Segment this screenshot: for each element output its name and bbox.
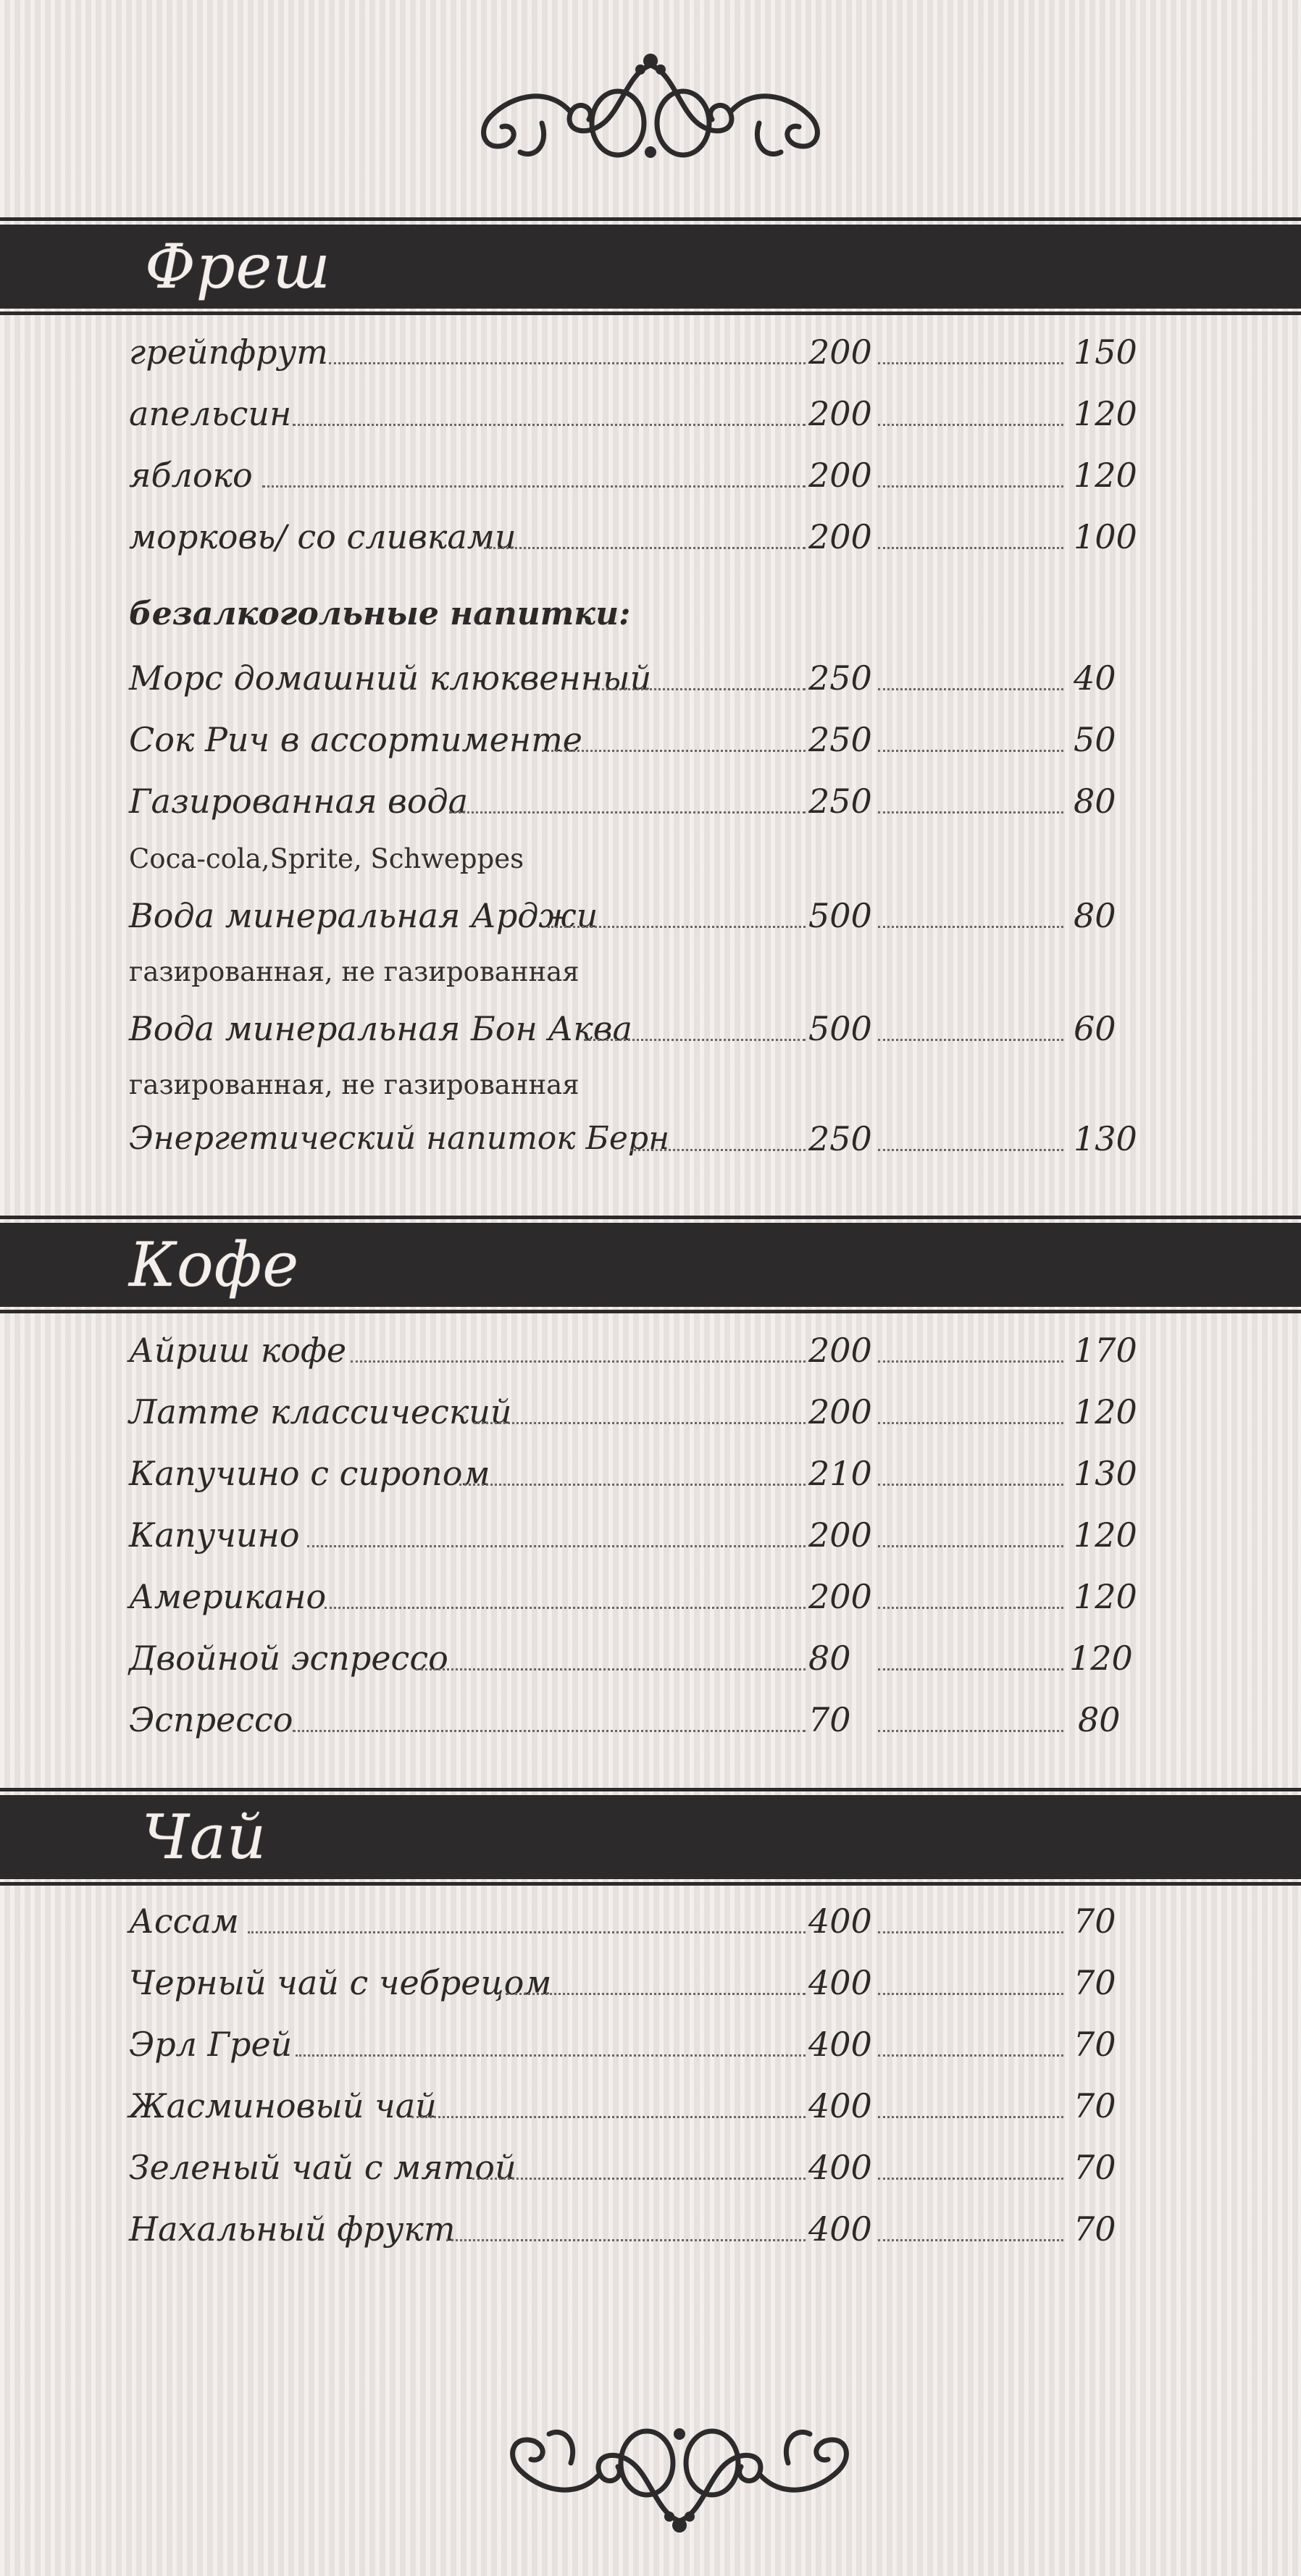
item-volume: 200 <box>808 1331 872 1370</box>
item-volume: 200 <box>808 456 872 495</box>
leader-dots <box>878 1607 1063 1609</box>
item-price: 70 <box>1074 1963 1116 2002</box>
leader-dots <box>878 750 1063 752</box>
item-name: Газированная вода <box>129 782 469 821</box>
menu-item <box>129 1110 1143 1168</box>
band-bottom-rule <box>0 311 1301 315</box>
menu-item <box>129 2138 1143 2196</box>
item-volume: 400 <box>808 2025 872 2064</box>
leader-dots <box>584 1039 806 1041</box>
leader-dots <box>878 547 1063 549</box>
leader-dots <box>329 362 806 364</box>
menu-item <box>129 2015 1143 2073</box>
leader-dots <box>878 1360 1063 1363</box>
item-name: Зеленый чай с мятой <box>129 2148 516 2187</box>
item-price: 50 <box>1074 720 1116 759</box>
leader-dots <box>449 811 806 814</box>
menu-item <box>129 711 1143 769</box>
item-volume: 210 <box>808 1454 872 1493</box>
item-price: 120 <box>1069 1639 1133 1678</box>
item-volume: 400 <box>808 2148 872 2187</box>
leader-dots <box>293 424 806 426</box>
leader-dots <box>878 1730 1063 1732</box>
menu-item <box>129 1321 1143 1379</box>
item-volume: 250 <box>808 1119 872 1158</box>
leader-dots <box>878 2178 1063 2180</box>
item-volume: 200 <box>808 333 872 372</box>
menu-item <box>129 1506 1143 1564</box>
item-name: Айриш кофе <box>129 1331 347 1370</box>
item-price: 120 <box>1074 1515 1137 1555</box>
leader-dots <box>878 1668 1063 1670</box>
band-bottom-rule <box>0 1310 1301 1313</box>
item-name: Латте классический <box>129 1392 512 1431</box>
item-name: морковь/ со сливками <box>129 517 516 556</box>
item-volume: 250 <box>808 658 872 698</box>
menu-item <box>129 2077 1143 2135</box>
leader-dots <box>878 1993 1063 1995</box>
menu-item <box>129 2200 1143 2258</box>
flourish-ornament-icon <box>491 2412 868 2543</box>
menu-item <box>129 446 1143 504</box>
menu-item <box>129 1568 1143 1626</box>
menu-item <box>129 508 1143 566</box>
section-band-fresh <box>0 225 1301 309</box>
menu-item <box>129 1691 1143 1749</box>
leader-dots <box>446 2239 806 2241</box>
item-volume: 200 <box>808 1392 872 1431</box>
leader-dots <box>878 2054 1063 2057</box>
item-volume: 250 <box>808 720 872 759</box>
leader-dots <box>351 1360 806 1363</box>
bottom-ornament <box>0 2412 1301 2543</box>
item-name: Энергетический напиток Берн <box>129 1120 670 1157</box>
leader-dots <box>878 1039 1063 1041</box>
item-name: Черный чай с чебрецом <box>129 1963 552 2002</box>
leader-dots <box>262 485 806 488</box>
leader-dots <box>472 2178 806 2180</box>
leader-dots <box>878 811 1063 814</box>
menu-item <box>129 385 1143 443</box>
item-name: Капучино <box>129 1515 300 1555</box>
item-name: Морс домашний клюквенный <box>129 658 652 698</box>
item-price: 80 <box>1074 896 1116 935</box>
leader-dots <box>630 1149 806 1151</box>
item-volume: 200 <box>808 394 872 433</box>
item-name: Американо <box>129 1577 327 1616</box>
menu-item <box>129 1629 1143 1687</box>
leader-dots <box>248 1931 806 1933</box>
section-band-coffee <box>0 1223 1301 1307</box>
item-price: 70 <box>1074 2209 1116 2249</box>
item-price: 70 <box>1074 2025 1116 2064</box>
item-name: Нахальный фрукт <box>129 2209 456 2249</box>
leader-dots <box>416 1668 806 1670</box>
item-name: Сок Рич в ассортименте <box>129 720 583 759</box>
item-volume: 200 <box>808 1577 872 1616</box>
item-price: 100 <box>1074 517 1137 556</box>
item-price: 120 <box>1074 456 1137 495</box>
item-price: 150 <box>1074 333 1137 372</box>
section-title-fresh: Фреш <box>145 231 331 302</box>
menu-item <box>129 1383 1143 1441</box>
flourish-ornament-icon <box>462 43 839 174</box>
leader-dots <box>307 1545 806 1547</box>
item-price: 70 <box>1074 1902 1116 1941</box>
leader-dots <box>878 2239 1063 2241</box>
item-volume: 400 <box>808 1963 872 2002</box>
item-name: апельсин <box>129 394 292 433</box>
leader-dots <box>296 2054 806 2057</box>
item-name: Эспрессо <box>129 1700 293 1739</box>
item-name: Вода минеральная Бон Аква <box>129 1009 632 1048</box>
item-price: 70 <box>1074 2086 1116 2125</box>
bonaqua-note: газированная, не газированная <box>129 1069 580 1100</box>
item-name: яблоко <box>129 456 253 495</box>
item-price: 80 <box>1078 1700 1121 1739</box>
leader-dots <box>878 1484 1063 1486</box>
menu-item <box>129 772 1143 830</box>
band-bottom-rule <box>0 1882 1301 1886</box>
item-price: 70 <box>1074 2148 1116 2187</box>
leader-dots <box>878 362 1063 364</box>
item-volume: 400 <box>808 1902 872 1941</box>
item-name: грейпфрут <box>129 333 328 372</box>
leader-dots <box>878 1931 1063 1933</box>
leader-dots <box>411 2116 806 2118</box>
section-title-coffee: Кофе <box>129 1229 300 1300</box>
item-volume: 500 <box>808 896 872 935</box>
leader-dots <box>484 547 806 549</box>
item-volume: 80 <box>808 1639 851 1678</box>
menu-item <box>129 323 1143 381</box>
leader-dots <box>325 1607 806 1609</box>
top-ornament <box>0 43 1301 174</box>
leader-dots <box>542 750 806 752</box>
leader-dots <box>878 424 1063 426</box>
item-name: Эрл Грей <box>129 2025 293 2064</box>
item-volume: 200 <box>808 517 872 556</box>
item-price: 120 <box>1074 1392 1137 1431</box>
menu-item <box>129 887 1143 945</box>
leader-dots <box>459 1484 806 1486</box>
item-name: Двойной эспрессо <box>129 1639 448 1678</box>
item-price: 130 <box>1074 1454 1137 1493</box>
menu-item <box>129 1000 1143 1058</box>
menu-item <box>129 649 1143 707</box>
leader-dots <box>506 1993 806 1995</box>
item-volume: 70 <box>808 1700 851 1739</box>
item-price: 120 <box>1074 394 1137 433</box>
soda-brands-note: Coca-cola,Sprite, Schweppes <box>129 843 524 874</box>
band-top-rule <box>0 217 1301 221</box>
leader-dots <box>474 1422 806 1424</box>
menu-item <box>129 1892 1143 1950</box>
leader-dots <box>878 1422 1063 1424</box>
item-price: 40 <box>1074 658 1116 698</box>
menu-item <box>129 1444 1143 1502</box>
section-title-tea: Чай <box>142 1802 267 1873</box>
item-volume: 200 <box>808 1515 872 1555</box>
item-volume: 250 <box>808 782 872 821</box>
leader-dots <box>878 1149 1063 1151</box>
band-top-rule <box>0 1788 1301 1791</box>
item-name: Ассам <box>129 1902 239 1941</box>
item-price: 130 <box>1074 1119 1137 1158</box>
leader-dots <box>878 2116 1063 2118</box>
leader-dots <box>878 688 1063 690</box>
item-price: 120 <box>1074 1577 1137 1616</box>
arji-note: газированная, не газированная <box>129 956 580 987</box>
item-name: Жасминовый чай <box>129 2086 437 2125</box>
band-top-rule <box>0 1216 1301 1219</box>
item-name: Вода минеральная Арджи <box>129 896 598 935</box>
leader-dots <box>878 926 1063 928</box>
item-volume: 400 <box>808 2209 872 2249</box>
leader-dots <box>878 1545 1063 1547</box>
item-volume: 400 <box>808 2086 872 2125</box>
item-price: 80 <box>1074 782 1116 821</box>
menu-item <box>129 1954 1143 2012</box>
leader-dots <box>293 1730 806 1732</box>
section-band-tea <box>0 1795 1301 1879</box>
leader-dots <box>548 926 806 928</box>
soft-drinks-heading: безалкогольные напитки: <box>129 595 631 632</box>
leader-dots <box>593 688 806 690</box>
item-name: Капучино с сиропом <box>129 1454 490 1493</box>
item-volume: 500 <box>808 1009 872 1048</box>
item-price: 170 <box>1074 1331 1137 1370</box>
item-price: 60 <box>1074 1009 1116 1048</box>
leader-dots <box>878 485 1063 488</box>
